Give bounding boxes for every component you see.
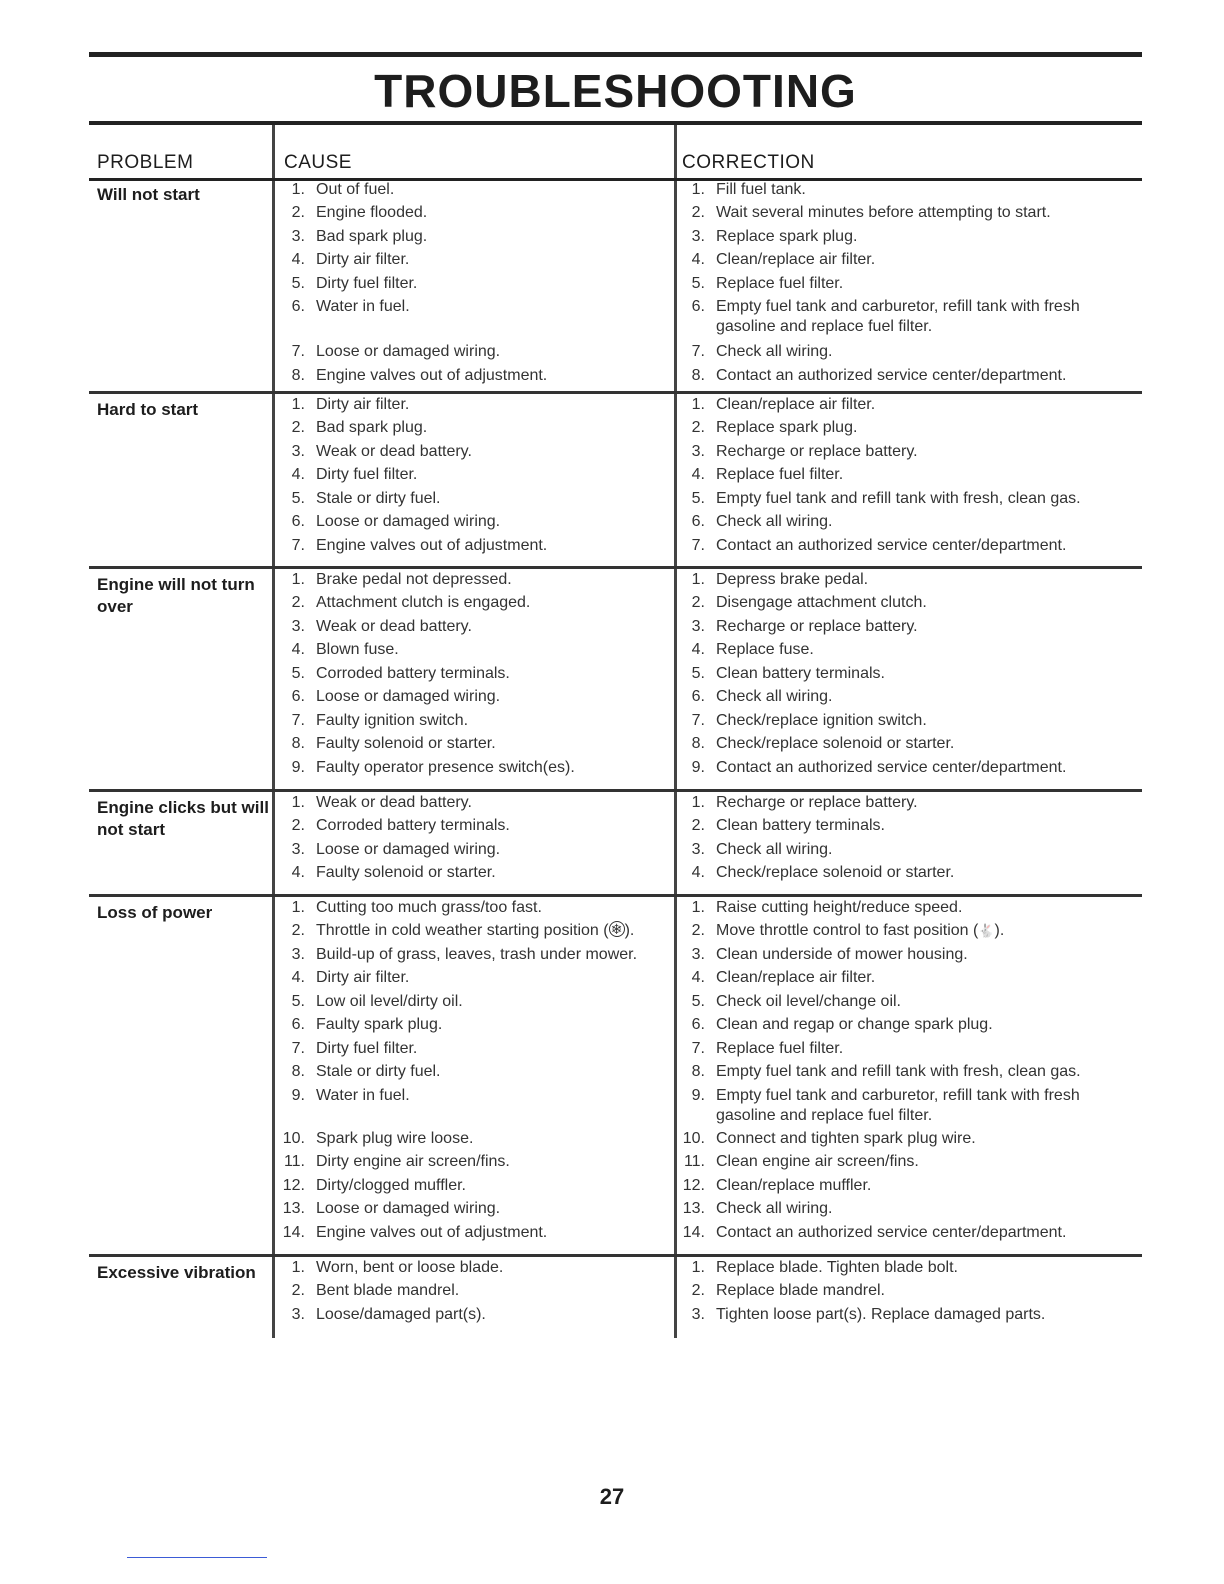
item-number: 2.	[291, 204, 305, 221]
cause-text: Faulty spark plug.	[316, 1016, 443, 1033]
item-number: 7.	[291, 537, 305, 554]
correction-text: Empty fuel tank and carburetor, refill tank with fresh gasoline and replace fuel filter.	[716, 1087, 1080, 1124]
item-number: 5.	[291, 490, 305, 507]
item-number: 1.	[691, 899, 705, 916]
cause-text: Weak or dead battery.	[316, 794, 472, 811]
correction-text: Replace spark plug.	[716, 419, 858, 436]
item-number: 6.	[291, 513, 305, 530]
cause-text: Dirty engine air screen/fins.	[316, 1153, 510, 1170]
correction-text: Move throttle control to fast position (🐇).	[716, 922, 1005, 939]
title-rule	[89, 121, 1142, 125]
item-number: 2.	[691, 1282, 705, 1299]
footer-link-underline	[127, 1557, 267, 1558]
cause-text: Loose or damaged wiring.	[316, 343, 501, 360]
correction-text: Clean and regap or change spark plug.	[716, 1016, 993, 1033]
item-number: 9.	[691, 759, 705, 776]
cause-text: Engine valves out of adjustment.	[316, 1224, 548, 1241]
correction-text: Recharge or replace battery.	[716, 794, 918, 811]
correction-text: Replace blade. Tighten blade bolt.	[716, 1259, 958, 1276]
correction-text: Clean battery terminals.	[716, 665, 885, 682]
correction-text: Replace fuel filter.	[716, 275, 844, 292]
correction-text: Disengage attachment clutch.	[716, 594, 927, 611]
cause-text: Engine valves out of adjustment.	[316, 537, 548, 554]
problem-label: Will not start	[97, 185, 200, 204]
item-number: 4.	[691, 466, 705, 483]
item-number: 4.	[291, 466, 305, 483]
item-number: 7.	[691, 712, 705, 729]
item-number: 2.	[291, 1282, 305, 1299]
item-number: 9.	[291, 1087, 305, 1104]
item-number: 5.	[691, 993, 705, 1010]
correction-text: Contact an authorized service center/department.	[716, 367, 1067, 384]
cause-text: Throttle in cold weather starting position ( ❄ ).	[316, 921, 635, 939]
cause-text: Dirty fuel filter.	[316, 275, 418, 292]
symbol-suffix: ).	[994, 922, 1005, 939]
item-number: 2.	[691, 594, 705, 611]
item-number: 4.	[291, 251, 305, 268]
item-number: 3.	[691, 618, 705, 635]
correction-text: Recharge or replace battery.	[716, 443, 918, 460]
item-number: 7.	[291, 712, 305, 729]
correction-text: Recharge or replace battery.	[716, 618, 918, 635]
correction-text: Replace fuse.	[716, 641, 814, 658]
correction-text: Check all wiring.	[716, 841, 833, 858]
cause-text: Loose or damaged wiring.	[316, 841, 501, 858]
problem-section	[89, 1258, 1142, 1323]
correction-text: Depress brake pedal.	[716, 571, 869, 588]
correction-text: Clean engine air screen/fins.	[716, 1153, 919, 1170]
item-number: 1.	[691, 396, 705, 413]
problem-section	[89, 793, 1142, 881]
section-rule	[89, 566, 1142, 569]
item-number: 3.	[291, 228, 305, 245]
item-number: 6.	[691, 298, 705, 315]
item-number: 4.	[691, 641, 705, 658]
cause-text: Dirty/clogged muffler.	[316, 1177, 466, 1194]
item-number: 1.	[691, 181, 705, 198]
item-number: 1.	[691, 794, 705, 811]
item-number: 5.	[291, 275, 305, 292]
cause-text: Loose or damaged wiring.	[316, 1200, 501, 1217]
cause-text: Blown fuse.	[316, 641, 399, 658]
item-number: 3.	[291, 1306, 305, 1323]
correction-text: Check/replace ignition switch.	[716, 712, 927, 729]
hare-icon: 🐇	[978, 923, 995, 938]
top-rule	[89, 52, 1142, 57]
item-number: 13.	[682, 1200, 705, 1217]
item-number: 1.	[691, 1259, 705, 1276]
item-number: 8.	[691, 367, 705, 384]
correction-text: Wait several minutes before attempting to start.	[716, 204, 1051, 221]
item-number: 8.	[691, 735, 705, 752]
correction-text: Check/replace solenoid or starter.	[716, 735, 955, 752]
item-number: 2.	[291, 419, 305, 436]
header-cause: CAUSE	[284, 152, 352, 173]
section-rule	[89, 1254, 1142, 1257]
item-number: 5.	[691, 665, 705, 682]
correction-text: Clean underside of mower housing.	[716, 946, 968, 963]
item-number: 3.	[691, 841, 705, 858]
problem-section	[89, 570, 1142, 776]
problem-label: Engine clicks but will not start	[97, 798, 269, 839]
cause-text: Faulty operator presence switch(es).	[316, 759, 575, 776]
correction-text: Replace fuel filter.	[716, 466, 844, 483]
correction-text: Check all wiring.	[716, 688, 833, 705]
item-number: 11.	[283, 1153, 305, 1170]
item-number: 3.	[691, 946, 705, 963]
cause-text: Dirty fuel filter.	[316, 1040, 418, 1057]
problem-label: Hard to start	[97, 400, 199, 419]
correction-text: Fill fuel tank.	[716, 181, 806, 198]
section-rule	[89, 894, 1142, 897]
item-number: 6.	[291, 1016, 305, 1033]
cause-text: Dirty fuel filter.	[316, 466, 418, 483]
column-divider	[272, 125, 275, 1338]
item-number: 2.	[691, 922, 705, 939]
cause-text: Dirty air filter.	[316, 969, 410, 986]
cause-text: Weak or dead battery.	[316, 618, 472, 635]
item-number: 6.	[291, 688, 305, 705]
item-number: 4.	[291, 969, 305, 986]
item-number: 1.	[291, 396, 305, 413]
cause-text: Dirty air filter.	[316, 251, 410, 268]
item-number: 10.	[282, 1130, 305, 1147]
correction-text: Empty fuel tank and refill tank with fresh, clean gas.	[716, 1063, 1081, 1080]
snowflake-icon: ❄	[609, 921, 625, 937]
cause-text: Attachment clutch is engaged.	[316, 594, 531, 611]
correction-text: Contact an authorized service center/department.	[716, 1224, 1067, 1241]
problem-section	[89, 395, 1142, 554]
item-number: 7.	[291, 343, 305, 360]
item-number: 1.	[291, 899, 305, 916]
correction-text: Contact an authorized service center/department.	[716, 759, 1067, 776]
correction-text: Contact an authorized service center/department.	[716, 537, 1067, 554]
item-number: 7.	[291, 1040, 305, 1057]
item-number: 4.	[691, 251, 705, 268]
item-number: 2.	[691, 419, 705, 436]
cause-text: Engine valves out of adjustment.	[316, 367, 548, 384]
item-number: 4.	[291, 864, 305, 881]
correction-text: Clean battery terminals.	[716, 817, 885, 834]
correction-text: Empty fuel tank and refill tank with fresh, clean gas.	[716, 490, 1081, 507]
item-number: 7.	[691, 343, 705, 360]
item-number: 3.	[291, 841, 305, 858]
item-number: 8.	[691, 1063, 705, 1080]
item-number: 2.	[291, 817, 305, 834]
cause-text: Brake pedal not depressed.	[316, 571, 512, 588]
item-number: 3.	[691, 443, 705, 460]
correction-text: Clean/replace air filter.	[716, 396, 876, 413]
item-number: 5.	[691, 490, 705, 507]
item-number: 2.	[291, 922, 305, 939]
cause-text: Corroded battery terminals.	[316, 665, 510, 682]
item-number: 6.	[291, 298, 305, 315]
correction-text: Tighten loose part(s). Replace damaged parts.	[716, 1306, 1046, 1323]
cause-text: Spark plug wire loose.	[316, 1130, 474, 1147]
item-number: 10.	[682, 1130, 705, 1147]
cause-text: Cutting too much grass/too fast.	[316, 899, 542, 916]
correction-text: Clean/replace air filter.	[716, 969, 876, 986]
item-number: 14.	[282, 1224, 305, 1241]
item-number: 7.	[691, 537, 705, 554]
item-number: 1.	[691, 571, 705, 588]
cause-text: Faulty ignition switch.	[316, 712, 469, 729]
cause-text: Loose or damaged wiring.	[316, 688, 501, 705]
item-number: 3.	[691, 228, 705, 245]
cause-text: Worn, bent or loose blade.	[316, 1259, 504, 1276]
cause-text: Loose or damaged wiring.	[316, 513, 501, 530]
cause-text: Water in fuel.	[316, 298, 410, 315]
item-number: 3.	[291, 443, 305, 460]
cause-text: Bent blade mandrel.	[316, 1282, 460, 1299]
header-problem: PROBLEM	[97, 152, 194, 173]
page-title: TROUBLESHOOTING	[374, 65, 857, 117]
correction-text: Connect and tighten spark plug wire.	[716, 1130, 976, 1147]
section-rule	[89, 391, 1142, 394]
symbol-suffix: ).	[624, 922, 635, 939]
item-number: 7.	[691, 1040, 705, 1057]
item-number: 3.	[291, 946, 305, 963]
correction-text: Clean/replace air filter.	[716, 251, 876, 268]
item-number: 3.	[691, 1306, 705, 1323]
cause-text: Build-up of grass, leaves, trash under mower.	[316, 946, 638, 963]
correction-text: Check all wiring.	[716, 1200, 833, 1217]
correction-text: Empty fuel tank and carburetor, refill tank with fresh gasoline and replace fuel filter.	[716, 298, 1080, 335]
item-number: 9.	[691, 1087, 705, 1104]
problem-section	[89, 898, 1142, 1241]
page-number: 27	[599, 1484, 625, 1509]
item-number: 4.	[691, 969, 705, 986]
cause-text: Low oil level/dirty oil.	[316, 993, 463, 1010]
item-number: 4.	[291, 641, 305, 658]
item-number: 1.	[291, 794, 305, 811]
correction-text: Replace blade mandrel.	[716, 1282, 885, 1299]
item-number: 6.	[691, 688, 705, 705]
item-number: 2.	[691, 817, 705, 834]
header-correction: CORRECTION	[682, 152, 815, 173]
section-rule	[89, 789, 1142, 792]
cause-text: Faulty solenoid or starter.	[316, 735, 496, 752]
correction-text: Raise cutting height/reduce speed.	[716, 899, 963, 916]
item-number: 5.	[291, 665, 305, 682]
problem-label: Excessive vibration	[97, 1263, 256, 1282]
correction-text: Replace fuel filter.	[716, 1040, 844, 1057]
item-number: 13.	[282, 1200, 305, 1217]
item-number: 9.	[291, 759, 305, 776]
correction-text: Clean/replace muffler.	[716, 1177, 872, 1194]
item-number: 2.	[291, 594, 305, 611]
item-number: 8.	[291, 735, 305, 752]
cause-text: Bad spark plug.	[316, 419, 428, 436]
cause-text: Weak or dead battery.	[316, 443, 472, 460]
column-divider	[674, 125, 677, 1338]
item-number: 14.	[682, 1224, 705, 1241]
item-number: 8.	[291, 367, 305, 384]
item-number: 1.	[291, 1259, 305, 1276]
correction-text: Replace spark plug.	[716, 228, 858, 245]
cause-text: Engine flooded.	[316, 204, 428, 221]
item-number: 1.	[291, 181, 305, 198]
problem-label: Loss of power	[97, 903, 213, 922]
item-number: 6.	[691, 513, 705, 530]
item-number: 6.	[691, 1016, 705, 1033]
item-number: 12.	[682, 1177, 705, 1194]
item-number: 11.	[683, 1153, 705, 1170]
item-number: 5.	[291, 993, 305, 1010]
cause-text: Loose/damaged part(s).	[316, 1306, 486, 1323]
item-number: 3.	[291, 618, 305, 635]
correction-text: Check/replace solenoid or starter.	[716, 864, 955, 881]
cause-text: Out of fuel.	[316, 181, 395, 198]
cause-text: Water in fuel.	[316, 1087, 410, 1104]
item-number: 12.	[282, 1177, 305, 1194]
item-number: 4.	[691, 864, 705, 881]
table-header	[89, 148, 1142, 178]
cause-text: Corroded battery terminals.	[316, 817, 510, 834]
cause-text: Dirty air filter.	[316, 396, 410, 413]
cause-text: Faulty solenoid or starter.	[316, 864, 496, 881]
correction-text: Check all wiring.	[716, 513, 833, 530]
item-number: 1.	[291, 571, 305, 588]
cause-text: Stale or dirty fuel.	[316, 490, 441, 507]
problem-label: Engine will not turn over	[97, 575, 255, 616]
problem-section	[89, 180, 1142, 384]
cause-text: Stale or dirty fuel.	[316, 1063, 441, 1080]
item-number: 5.	[691, 275, 705, 292]
item-number: 8.	[291, 1063, 305, 1080]
item-number: 2.	[691, 204, 705, 221]
correction-text: Check all wiring.	[716, 343, 833, 360]
cause-text: Bad spark plug.	[316, 228, 428, 245]
correction-text: Check oil level/change oil.	[716, 993, 901, 1010]
